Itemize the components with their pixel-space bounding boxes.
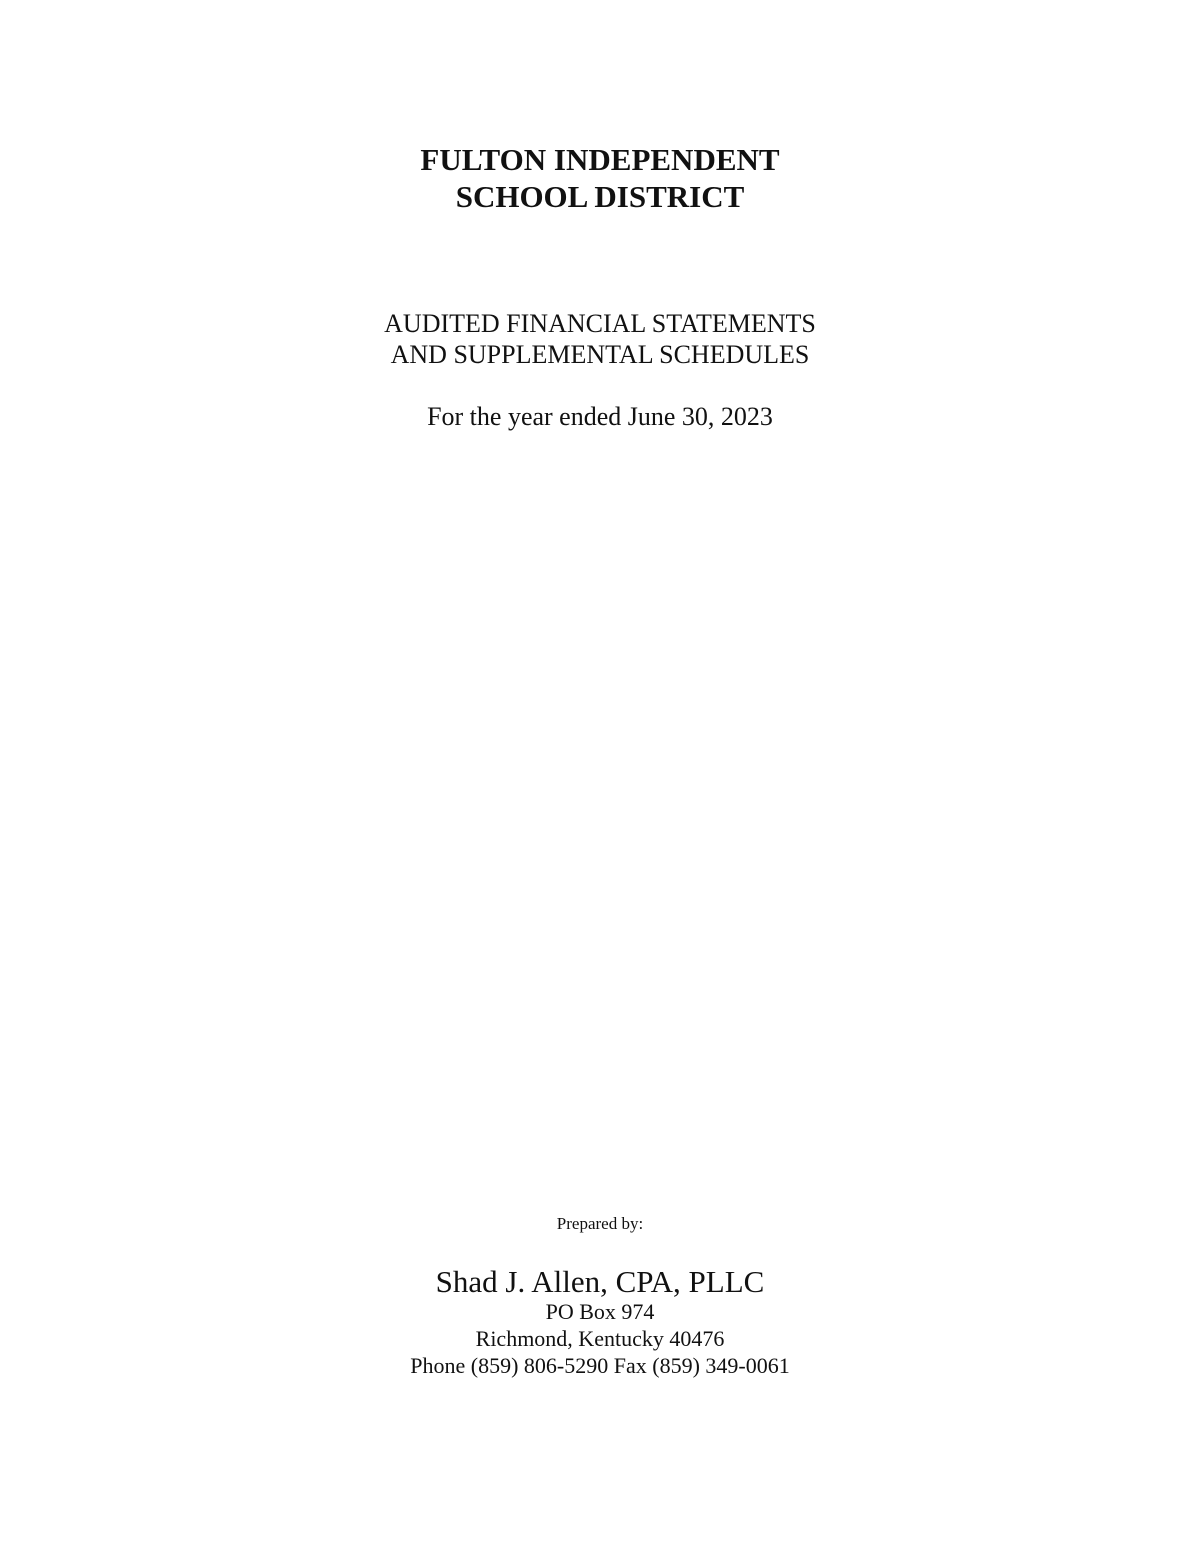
reporting-period: For the year ended June 30, 2023 <box>427 402 773 431</box>
preparer-address <box>0 1298 1200 1379</box>
preparer-contact: Phone (859) 806-5290 Fax (859) 349-0061 <box>410 1353 790 1378</box>
organization-title-line-1: FULTON INDEPENDENT <box>420 142 780 177</box>
organization-title <box>0 141 1200 215</box>
report-title <box>0 308 1200 370</box>
preparer-po-box: PO Box 974 <box>545 1299 655 1324</box>
report-title-line-1: AUDITED FINANCIAL STATEMENTS <box>384 309 816 338</box>
report-title-line-2: AND SUPPLEMENTAL SCHEDULES <box>390 340 810 369</box>
organization-title-line-2: SCHOOL DISTRICT <box>455 179 745 214</box>
prepared-by-label: Prepared by: <box>556 1214 644 1233</box>
preparer-name: Shad J. Allen, CPA, PLLC <box>435 1264 765 1299</box>
preparer-city-state-zip: Richmond, Kentucky 40476 <box>475 1326 725 1351</box>
